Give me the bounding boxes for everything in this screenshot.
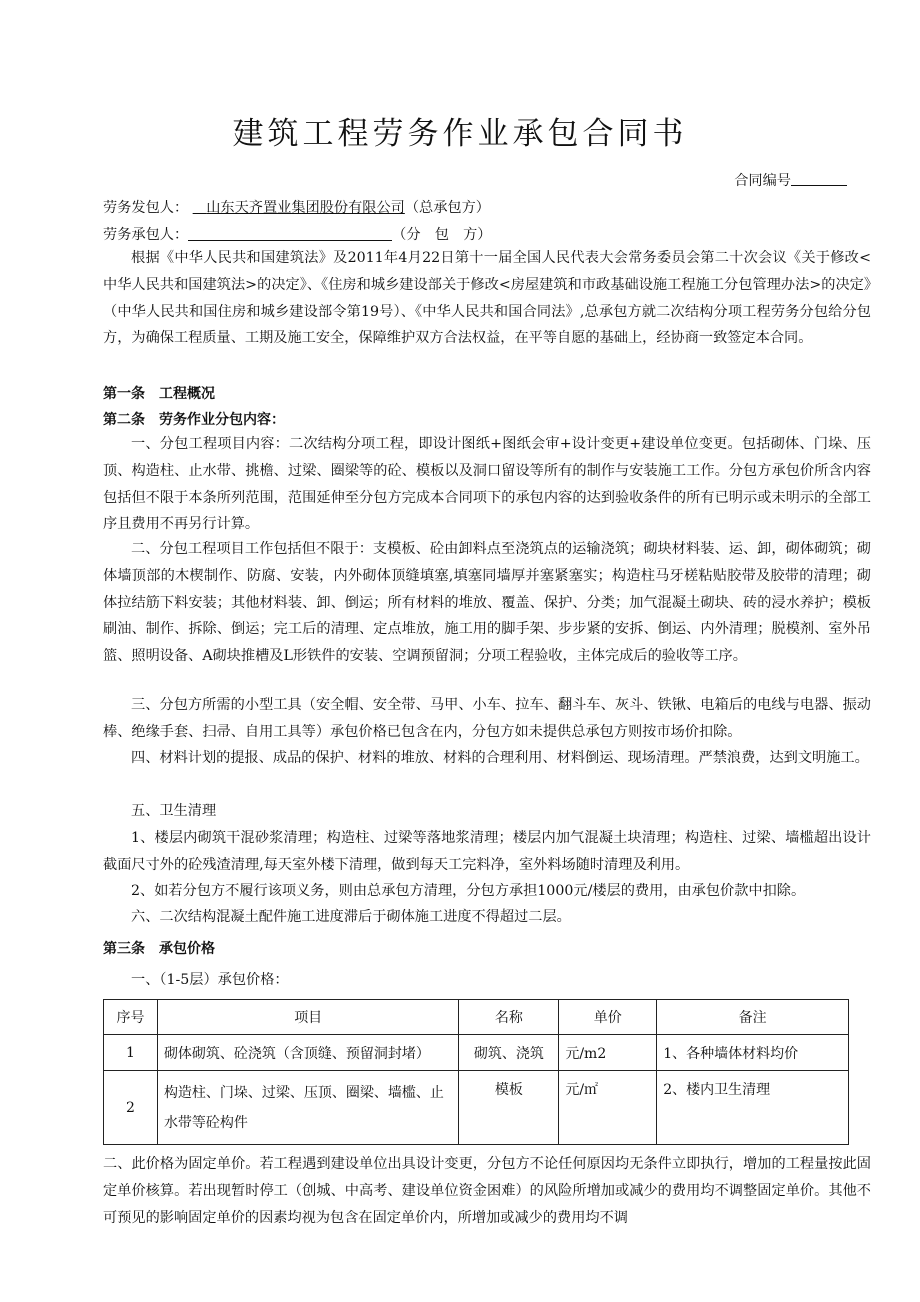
article-2-heading [103, 409, 299, 429]
table-cell: 元/㎡ [559, 1071, 657, 1145]
table-header: 名称 [459, 1000, 559, 1035]
table-cell: 2、楼内卫生清理 [657, 1071, 849, 1145]
article-2-title: 劳务作业分包内容： [159, 412, 285, 428]
contract-number [734, 170, 847, 190]
table-header: 项目 [157, 1000, 459, 1035]
article-3-item-2 [103, 1151, 871, 1231]
article-2-item-3: 三、分包方所需的小型工具（安全帽、安全带、马甲、小车、拉车、翻斗车、灰斗、铁锹、电箱后的电线与电器、振动棒、绝缘手套、扫帚、自用工具等）承包价格已包含在内，分包方如未提供总承包方则按市场价扣除。 [103, 697, 871, 740]
article-2-item-5-2: 2、如若分包方不履行该项义务，则由总承包方清理，分包方承担1000元/楼层的费用，由承包价款中扣除。 [131, 883, 806, 899]
article-3-item-1: 一、（1-5层）承包价格： [131, 972, 289, 988]
table-cell: 模板 [459, 1071, 559, 1145]
article-3-heading [103, 938, 229, 958]
article-2-item-5: 五、卫生清理 [131, 803, 217, 819]
table-row [104, 1071, 849, 1145]
table-row [104, 1035, 849, 1071]
article-2-item-4: 四、材料计划的提报、成品的保护、材料的堆放、材料的合理利用、材料倒运、现场清理。严禁浪费，达到文明施工。 [131, 750, 869, 766]
document-title: 建筑工程劳务作业承包合同书 [232, 116, 688, 152]
table-header: 单价 [559, 1000, 657, 1035]
table-header-row [104, 1000, 849, 1035]
table-cell: 元/m2 [559, 1035, 657, 1071]
article-3-item-2-text: 二、此价格为固定单价。若工程遇到建设单位出具设计变更，分包方不论任何原因均无条件立即执行，增加的工程量按此固定单价核算。若出现暂时停工（创城、中高考、建设单位资金困难）的风险所增加或减少的费用均不调整固定单价。其他不可预见的影响固定单价的因素均视为包含在固定单价内，所增加或减少的费用均不调 [103, 1156, 871, 1226]
table-cell: 1 [104, 1035, 158, 1071]
table-cell: 构造柱、门垛、过梁、压顶、圈梁、墙槛、止水带等砼构件 [157, 1071, 459, 1145]
contractor-blank [188, 226, 392, 241]
intro-paragraph: 根据《中华人民共和国建筑法》及2011年4月22日第十一届全国人民代表大会常务委员会第二十次会议《关于修改<中华人民共和国建筑法>的决定》、《住房和城乡建设部关于修改<房屋建筑和市政基础设施工程施工分包管理办法>的决定》（中华人民共和国住房和城乡建设部令第19号）、《中华人民共和国合同法》,总承包方就二次结构分项工程劳务分包给分包方，为确保工程质量、工期及施工安全，保障维护双方合法权益，在平等自愿的基础上，经协商一致签定本合同。 [103, 250, 871, 347]
employer-name-text: 山东天齐置业集团股份有限公司 [206, 200, 405, 216]
article-2-item-2: 二、分包工程项目工作包括但不限于：支模板、砼由卸料点至浇筑点的运输浇筑；砌块材料装、运、卸，砌体砌筑；砌体墙顶部的木楔制作、防腐、安装，内外砌体顶缝填塞,填塞同墙厚并塞紧塞实；构造柱马牙槎粘贴胶带及胶带的清理；砌体拉结筋下料安装；其他材料装、卸、倒运；所有材料的堆放、覆盖、保护、分类；加气混凝土砌块、砖的浸水养护；模板刷油、制作、拆除、倒运；完工后的清理、定点堆放，施工用的脚手架、步步紧的安拆、倒运、内外清理；脱模剂、室外吊篮、照明设备、A砌块推槽及L形铁件的安装、空调预留洞；分项工程验收，主体完成后的验收等工序。 [103, 541, 871, 665]
article-2-item-1: 一、分包工程项目内容：二次结构分项工程，即设计图纸+图纸会审+设计变更+建设单位变更。包括砌体、门垛、压顶、构造柱、止水带、挑檐、过梁、圈梁等的砼、模板以及洞口留设等所有的制作与安装施工工作。分包方承包价所含内容包括但不限于本条所列范围，范围延伸至分包方完成本合同项下的承包内容的达到验收条件的所有已明示或未明示的全部工序且费用不再另行计算。 [103, 436, 871, 533]
table-cell: 砌体砌筑、砼浇筑（含顶缝、预留洞封堵） [157, 1035, 459, 1071]
employer-label: 劳务发包人： [103, 200, 189, 216]
contractor-role: （分 包 方） [392, 227, 492, 243]
article-1-number: 第一条 [103, 386, 145, 402]
article-1-title: 工程概况 [159, 386, 215, 402]
table-cell: 2 [104, 1071, 158, 1145]
article-2-number: 第二条 [103, 412, 145, 428]
article-3-number: 第三条 [103, 941, 145, 957]
employer-role: （总承包方） [404, 200, 490, 216]
article-2-item-5-1: 1、楼层内砌筑干混砂浆清理；构造柱、过梁等落地浆清理；楼层内加气混凝土块清理；构造柱、过梁、墙槛超出设计截面尺寸外的砼残渣清理,每天室外楼下清理，做到每天工完料净，室外料场随时清理及利用。 [103, 830, 871, 873]
employer-name [193, 200, 405, 216]
contract-number-blank [791, 171, 847, 186]
article-2-item-6: 六、二次结构混凝土配件施工进度滞后于砌体施工进度不得超过二层。 [131, 909, 571, 925]
employer-line [103, 197, 920, 217]
contractor-line [103, 224, 920, 244]
article-1-heading [103, 383, 229, 403]
table-header: 序号 [104, 1000, 158, 1035]
table-cell: 1、各种墙体材料均价 [657, 1035, 849, 1071]
table-cell: 砌筑、浇筑 [459, 1035, 559, 1071]
price-table [103, 999, 849, 1145]
contractor-label: 劳务承包人： [103, 227, 189, 243]
contract-number-label: 合同编号 [734, 173, 791, 189]
article-3-title: 承包价格 [159, 941, 215, 957]
table-header: 备注 [657, 1000, 849, 1035]
